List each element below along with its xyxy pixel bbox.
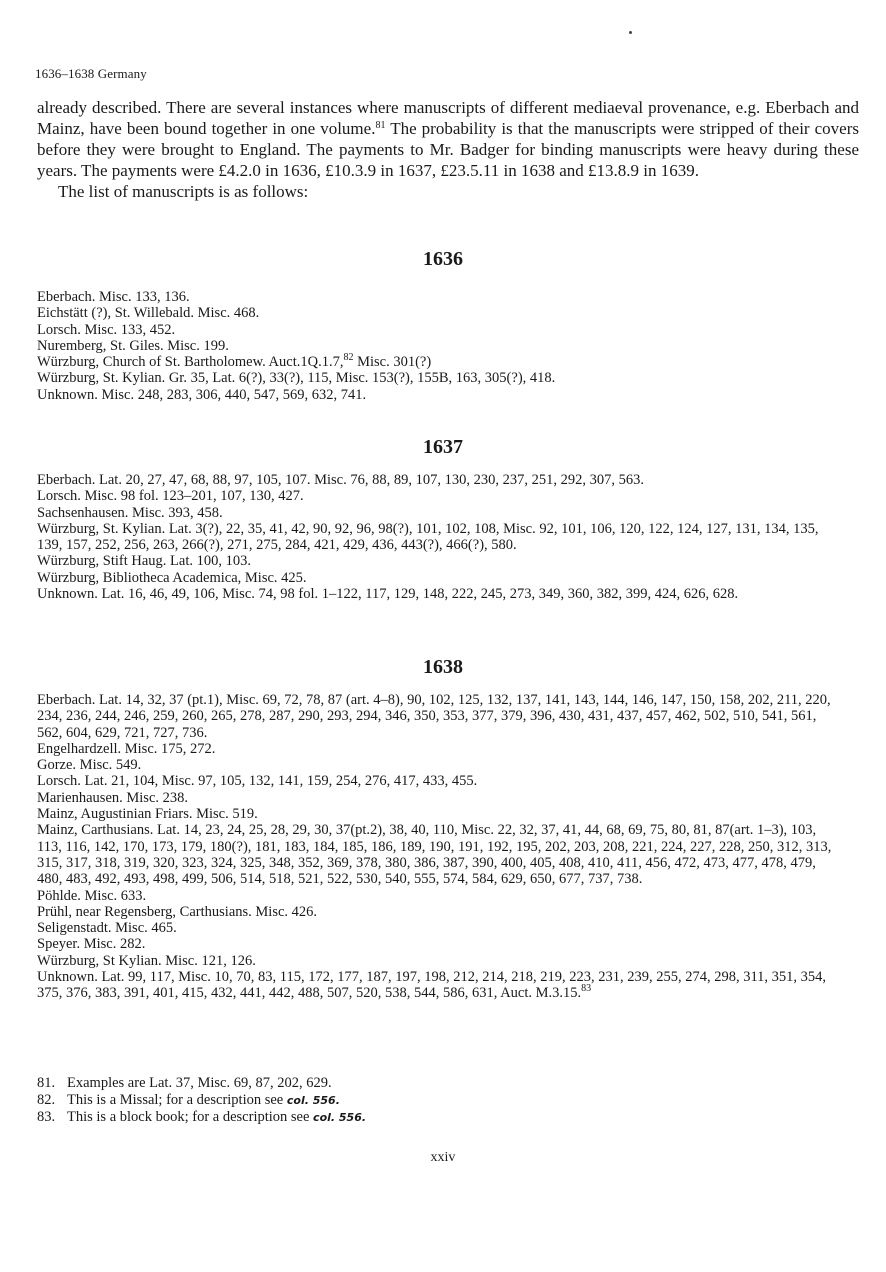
footnote-ref-82: 82 bbox=[343, 352, 354, 364]
list-item: Pöhlde. Misc. 633. bbox=[37, 887, 147, 904]
page-number: xxiv bbox=[430, 1150, 456, 1165]
list-item bbox=[37, 969, 837, 1002]
list-1638 bbox=[37, 692, 837, 1002]
running-head: 1636–1638 Germany bbox=[35, 66, 147, 81]
list-item: Lorsch. Lat. 21, 104, Misc. 97, 105, 132, 141, 159, 254, 276, 417, 433, 455. bbox=[37, 773, 478, 790]
year-heading-1637: 1637 bbox=[423, 436, 463, 458]
footnote-ref-81: 81 bbox=[375, 120, 386, 131]
list-item: Würzburg, St. Kylian. Lat. 3(?), 22, 35, 41, 42, 90, 92, 96, 98(?), 101, 102, 108, Misc. 92, 101, 106, 120, 122, 124, 127, 131, 134, 135, 139, 157, 252, 256, 263, 266(?), 271, 275, 284, 421, 429, 436, 443(?), 466(?), 580. bbox=[37, 520, 819, 554]
list-item bbox=[37, 354, 837, 370]
list-item: Sachsenhausen. Misc. 393, 458. bbox=[37, 504, 223, 521]
list-item: Mainz, Carthusians. Lat. 14, 23, 24, 25, 28, 29, 30, 37(pt.2), 38, 40, 110, Misc. 22, 32, 37, 41, 44, 68, 69, 75, 80, 81, 87(art. 1–3), 103, 113, 116, 142, 170, 173, 179, 180(?), 181, 183, 184, 185, 186, 189, 190, 191, 192, 195, 202, 203, 208, 221, 224, 227, 228, 250, 312, 313, 315, 317, 318, 319, 320, 323, 324, 325, 348, 352, 369, 378, 380, 386, 387, 390, 400, 405, 408, 410, 411, 456, 472, 473, 477, 478, 479, 480, 483, 492, 493, 498, 499, 506, 514, 518, 521, 522, 530, 540, 555, 574, 584, 629, 650, 677, 737, 738. bbox=[37, 822, 832, 888]
footnote-text: This is a block book; for a description see bbox=[67, 1109, 314, 1125]
list-item: Würzburg, Stift Haug. Lat. 100, 103. bbox=[37, 553, 251, 570]
list-item: Nuremberg, St. Giles. Misc. 199. bbox=[37, 337, 229, 354]
footnote-text: This is a Missal; for a description see bbox=[67, 1092, 287, 1108]
footnote-number: 82. bbox=[37, 1092, 56, 1108]
list-item: Lorsch. Misc. 98 fol. 123–201, 107, 130, 427. bbox=[37, 488, 304, 505]
list-item: Eberbach. Lat. 14, 32, 37 (pt.1), Misc. 69, 72, 78, 87 (art. 4–8), 90, 102, 125, 132, 137, 141, 143, 144, 146, 147, 150, 158, 202, 211, 220, 234, 236, 244, 246, 259, 260, 265, 278, 287, 290, 293, 294, 346, 350, 353, 377, 379, 396, 430, 431, 437, 457, 462, 502, 510, 541, 561, 562, 604, 629, 721, 727, 736. bbox=[37, 692, 831, 741]
list-item: Eberbach. Misc. 133, 136. bbox=[37, 289, 190, 305]
footnote-number: 83. bbox=[37, 1109, 56, 1125]
footnote-81 bbox=[37, 1075, 366, 1092]
list-item: Gorze. Misc. 549. bbox=[37, 757, 142, 774]
list-item: Würzburg, Bibliotheca Academica, Misc. 425. bbox=[37, 569, 307, 586]
year-heading-1638: 1638 bbox=[423, 656, 463, 678]
list-item: Unknown. Misc. 248, 283, 306, 440, 547, 569, 632, 741. bbox=[37, 386, 367, 403]
handwritten-annotation: col. 556. bbox=[286, 1094, 340, 1107]
list-item: Eichstätt (?), St. Willebald. Misc. 468. bbox=[37, 305, 260, 322]
footnote-text: Examples are Lat. 37, Misc. 69, 87, 202, 629. bbox=[67, 1075, 332, 1091]
footnote-number: 81. bbox=[37, 1075, 56, 1091]
footnote-ref-83: 83 bbox=[581, 983, 592, 995]
intro-line-2-cont: The probability is that the manuscripts bbox=[385, 119, 657, 138]
list-item: Lorsch. Misc. 133, 452. bbox=[37, 321, 176, 338]
footnote-83 bbox=[37, 1109, 366, 1126]
footnote-82 bbox=[37, 1092, 366, 1109]
list-item-text: Würzburg, Church of St. Bartholomew. Auct.1Q.1.7, bbox=[37, 354, 344, 371]
footnotes bbox=[37, 1075, 366, 1126]
list-item: Marienhausen. Misc. 238. bbox=[37, 789, 189, 806]
list-item: Mainz, Augustinian Friars. Misc. 519. bbox=[37, 806, 258, 823]
list-item: Prühl, near Regensberg, Carthusians. Misc. 426. bbox=[37, 903, 318, 920]
list-item-text-cont: Misc. 301(?) bbox=[353, 354, 432, 371]
list-item: Speyer. Misc. 282. bbox=[37, 936, 146, 953]
list-item: Würzburg, St. Kylian. Gr. 35, Lat. 6(?), 33(?), 115, Misc. 153(?), 155B, 163, 305(?), 418. bbox=[37, 370, 556, 387]
ink-speck bbox=[629, 31, 632, 34]
year-heading-1636: 1636 bbox=[423, 248, 463, 270]
intro-text bbox=[37, 97, 859, 181]
intro-line-3: were stripped of their covers before they were brought to England. The payments to Mr. Badger for binding manuscripts were heavy during these years. The payments were £4.2.0 in 1636, £10.3.9 in 1637, £23.5.11 in 1638 and £13.8.9 in 1639. bbox=[37, 119, 860, 180]
list-1637 bbox=[37, 472, 837, 602]
intro-paragraph bbox=[37, 97, 859, 202]
list-item: Unknown. Lat. 16, 46, 49, 106, Misc. 74, 98 fol. 1–122, 117, 129, 148, 222, 245, 273, 349, 360, 382, 399, 424, 626, 628. bbox=[37, 586, 739, 603]
handwritten-annotation: col. 556. bbox=[313, 1111, 367, 1124]
intro-line-1: already described. There are several instances where manuscripts of different mediaeval provenance, e.g. bbox=[37, 98, 761, 117]
list-item: Engelhardzell. Misc. 175, 272. bbox=[37, 740, 216, 757]
list-1636 bbox=[37, 289, 837, 403]
list-item: Würzburg, St Kylian. Misc. 121, 126. bbox=[37, 952, 256, 969]
intro-lead: The list of manuscripts is as follows: bbox=[58, 182, 309, 201]
list-item: Seligenstadt. Misc. 465. bbox=[37, 920, 177, 937]
intro-line-2: Eberbach and Mainz, have been bound together in one volume. bbox=[37, 98, 860, 138]
list-item-text: Unknown. Lat. 99, 117, Misc. 10, 70, 83, 115, 172, 177, 187, 197, 198, 212, 214, 218, 219, 223, 231, 239, 255, 274, 298, 311, 351, 354, 375, 376, 383, 391, 401, 415, 432, 441, 442, 488, 507, 520, 538, 544, 586, 631, Auct. M.3.15. bbox=[37, 969, 827, 1002]
list-item: Eberbach. Lat. 20, 27, 47, 68, 88, 97, 105, 107. Misc. 76, 88, 89, 107, 130, 230, 237, 251, 292, 307, 563. bbox=[37, 472, 644, 488]
